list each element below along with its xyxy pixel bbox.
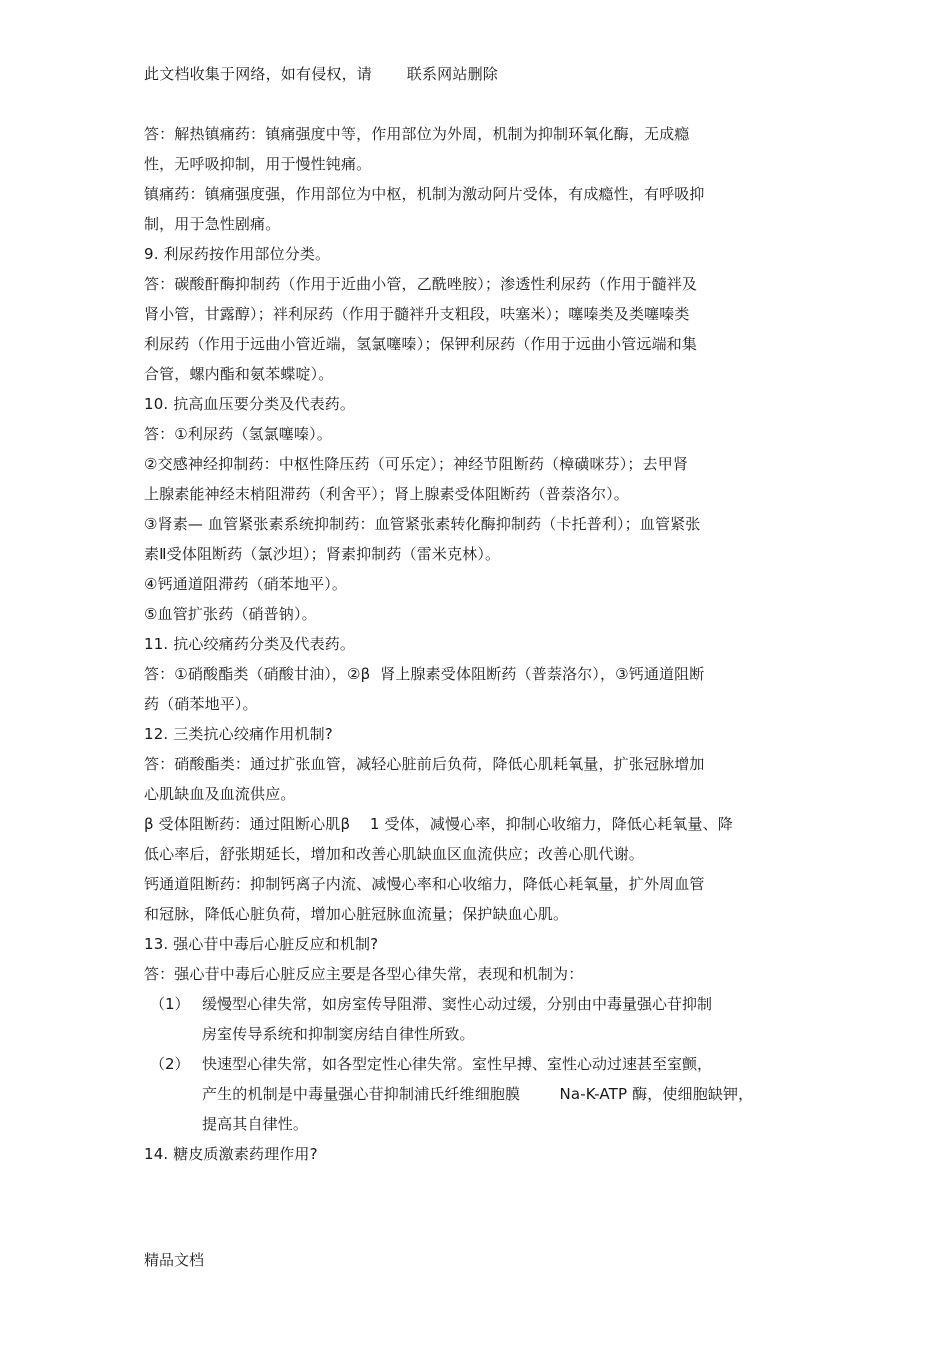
- list-item: [144, 989, 784, 1019]
- text-line: 和冠脉，降低心脏负荷，增加心脏冠脉血流量；保护缺血心肌。: [144, 905, 569, 923]
- text-line: 答：①利尿药（氢氯噻嗪）。: [144, 425, 332, 443]
- page-footer: 精品文档: [144, 1251, 205, 1269]
- page-header: 此文档收集于网络，如有侵权，请 联系网站删除: [144, 65, 498, 83]
- text-line: 答：解热镇痛药：镇痛强度中等，作用部位为外周，机制为抑制环氧化酶，无成瘾: [144, 125, 690, 143]
- text-line: 镇痛药：镇痛强度强，作用部位为中枢，机制为激动阿片受体，有成瘾性，有呼吸抑: [144, 185, 705, 203]
- question-heading: 12. 三类抗心绞痛作用机制?: [144, 725, 333, 743]
- text-line: 答：①硝酸酯类（硝酸甘油），②β 肾上腺素受体阻断药（普萘洛尔），③钙通道阻断: [144, 665, 705, 683]
- text-line: 答：碳酸酐酶抑制药（作用于近曲小管，乙酰唑胺）；渗透性利尿药（作用于髓袢及: [144, 275, 698, 293]
- list-item: [144, 1049, 784, 1079]
- question-heading: 14. 糖皮质激素药理作用?: [144, 1145, 318, 1163]
- text-line: 合管，螺内酯和氨苯蝶啶）。: [144, 365, 334, 383]
- question-heading: 11. 抗心绞痛药分类及代表药。: [144, 635, 356, 653]
- question-heading: 10. 抗高血压要分类及代表药。: [144, 395, 356, 413]
- text-line: 素Ⅱ受体阻断药（氯沙坦）；肾素抑制药（雷米克林）。: [144, 545, 501, 563]
- question-heading: 9. 利尿药按作用部位分类。: [144, 245, 331, 263]
- text-line: ②交感神经抑制药：中枢性降压药（可乐定）；神经节阻断药（樟磺咪芬）；去甲肾: [144, 455, 689, 473]
- text-line: ③肾素— 血管紧张素系统抑制药：血管紧张素转化酶抑制药（卡托普利）；血管紧张: [144, 515, 701, 533]
- list-item-number: （2）: [150, 1055, 190, 1073]
- text-line: 肾小管，甘露醇）；袢利尿药（作用于髓袢升支粗段，呋塞米）；噻嗪类及类噻嗪类: [144, 305, 690, 323]
- text-line: 答：强心苷中毒后心脏反应主要是各型心律失常，表现和机制为：: [144, 965, 584, 983]
- list-item-continuation: 产生的机制是中毒量强心苷抑制浦氏纤维细胞膜 Na-K-ATP 酶，使细胞缺钾，: [202, 1085, 754, 1103]
- document-body: [144, 119, 784, 1169]
- text-line: 答：硝酸酯类：通过扩张血管，减轻心脏前后负荷，降低心肌耗氧量，扩张冠脉增加: [144, 755, 705, 773]
- text-line: 钙通道阻断药：抑制钙离子内流、减慢心率和心收缩力，降低心耗氧量，扩外周血管: [144, 875, 705, 893]
- text-line: β 受体阻断药：通过阻断心肌β 1 受体，减慢心率，抑制心收缩力，降低心耗氧量、降: [144, 815, 733, 833]
- text-line: ⑤血管扩张药（硝普钠）。: [144, 605, 317, 623]
- text-line: 上腺素能神经末梢阻滞药（利舍平）；肾上腺素受体阻断药（普萘洛尔）。: [144, 485, 629, 503]
- text-line: 心肌缺血及血流供应。: [144, 785, 296, 803]
- list-item-text: 缓慢型心律失常，如房室传导阻滞、窦性心动过缓，分别由中毒量强心苷抑制: [202, 995, 713, 1013]
- text-line: 性，无呼吸抑制，用于慢性钝痛。: [144, 155, 372, 173]
- text-line: 低心率后，舒张期延长，增加和改善心肌缺血区血流供应；改善心肌代谢。: [144, 845, 644, 863]
- text-line: ④钙通道阻滞药（硝苯地平）。: [144, 575, 348, 593]
- text-line: 制，用于急性剧痛。: [144, 215, 281, 233]
- list-item-text: 快速型心律失常，如各型定性心律失常。室性早搏、室性心动过速甚至室颤，: [202, 1055, 713, 1073]
- text-line: 利尿药（作用于远曲小管近端，氢氯噻嗪）；保钾利尿药（作用于远曲小管远端和集: [144, 335, 698, 353]
- list-item-number: （1）: [150, 995, 190, 1013]
- list-item-continuation: 房室传导系统和抑制窦房结自律性所致。: [202, 1025, 475, 1043]
- list-item-continuation: 提高其自律性。: [202, 1115, 309, 1133]
- question-heading: 13. 强心苷中毒后心脏反应和机制?: [144, 935, 379, 953]
- text-line: 药（硝苯地平）。: [144, 695, 258, 713]
